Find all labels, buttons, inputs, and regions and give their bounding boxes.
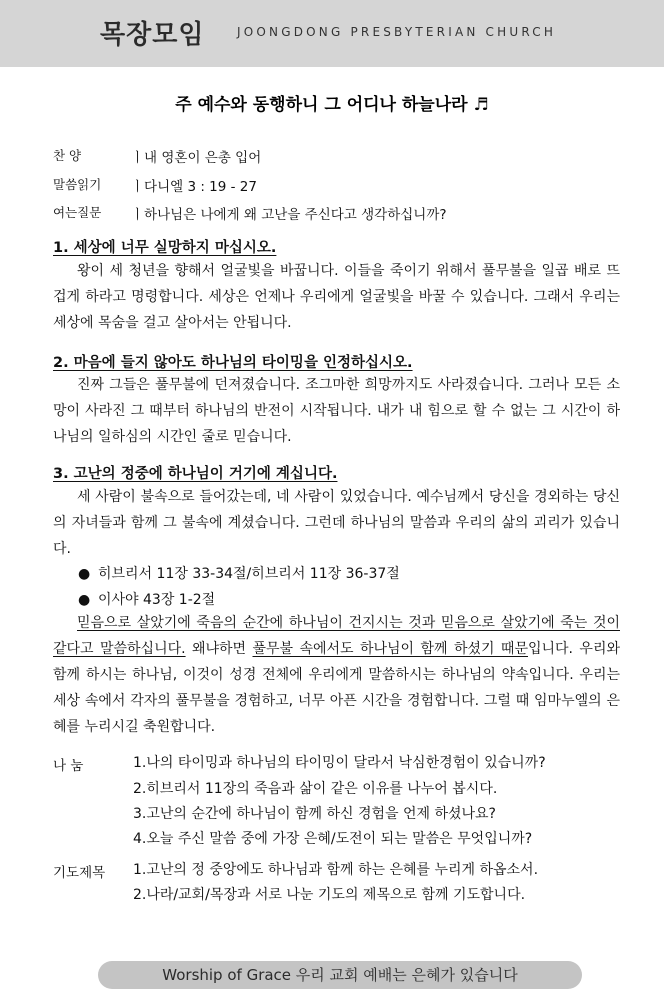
- bullet-dot-icon: ●: [78, 592, 91, 608]
- prayer-item: 1.고난의 정 중앙에도 하나님과 함께 하는 은혜를 누리게 하옵소서.: [133, 862, 539, 878]
- meta-opening-label: 여는질문: [53, 205, 102, 220]
- bullet-text: 이사야 43장 1-2절: [98, 592, 216, 608]
- bullet-item: [78, 589, 215, 609]
- meta-hymn-value: ㅣ내 영혼이 은총 입어: [131, 150, 262, 166]
- footer-banner: Worship of Grace 우리 교회 예배는 은혜가 있습니다: [98, 961, 582, 989]
- prayer-item: 2.나라/교회/목장과 서로 나눈 기도의 제목으로 함께 기도합니다.: [133, 887, 526, 903]
- section-1-heading: 1. 세상에 너무 실망하지 마십시오.: [53, 240, 277, 256]
- prayer-label: 기도제목: [53, 865, 106, 881]
- closing-underlined-2: 풀무불 속에서도 하나님이 함께 하셨기 때문: [252, 641, 528, 657]
- section-2-body: 진짜 그들은 풀무불에 던져졌습니다. 조그마한 희망까지도 사라졌습니다. 그러나 모든 소망이 사라진 그 때부터 하나님의 반전이 시작됩니다. 내가 내 힘으로 할 수 없는 그 시간이 하나님의 일하심의 시간인 줄로 믿습니다.: [53, 377, 620, 445]
- sharing-question: 1.나의 타이밍과 하나님의 타이밍이 달라서 낙심한경험이 있습니까?: [133, 755, 546, 771]
- closing-underlined-1: 믿음으로 살았기에 죽음의 순간에 하나님이 건지시는 것과 믿음으로 살았기에 죽는 것이 같다고 말씀하십니다.: [53, 615, 620, 657]
- page-title: 주 예수와 동행하니 그 어디나 하늘나라 ♬: [175, 95, 489, 115]
- header-subtitle: JOONGDONG PRESBYTERIAN CHURCH: [237, 25, 557, 39]
- sharing-question: 2.히브리서 11장의 죽음과 삶이 같은 이유를 나누어 봅시다.: [133, 781, 498, 797]
- bullet-item: [78, 563, 400, 583]
- bullet-dot-icon: ●: [78, 566, 91, 582]
- section-1-body: 왕이 세 청년을 향해서 얼굴빛을 바꿉니다. 이들을 죽이기 위해서 풀무불을 일곱 배로 뜨겁게 하라고 명령합니다. 세상은 언제나 우리에게 얼굴빛을 바꿀 수 있습니다. 그래서 우리는 세상에 목숨을 걸고 살아서는 안됩니다.: [53, 263, 620, 331]
- meta-reading-label: 말씀읽기: [53, 177, 102, 192]
- section-3-body: 세 사람이 불속으로 들어갔는데, 네 사람이 있었습니다. 예수님께서 당신을 경외하는 당신의 자녀들과 함께 그 불속에 계셨습니다. 그런데 하나님의 말씀과 우리의 삶의 괴리가 있습니다.: [53, 489, 620, 557]
- sharing-question: 3.고난의 순간에 하나님이 함께 하신 경험을 언제 하셨나요?: [133, 806, 496, 822]
- meta-opening-value: ㅣ하나님은 나에게 왜 고난을 주신다고 생각하십니까?: [131, 207, 447, 223]
- meta-hymn-label: 찬 양: [53, 148, 82, 163]
- closing-mid: 왜냐하면: [185, 641, 253, 657]
- section-3-closing: [53, 610, 620, 740]
- closing-rest: 입니다. 우리와 함께 하시는 하나님, 이것이 성경 전체에 우리에게 말씀하시는 하나님의 약속입니다. 우리는 세상 속에서 각자의 풀무불을 경험하고, 너무 아픈 시간을 경험합니다. 그럴 때 임마누엘의 은혜를 누리시길 축원합니다.: [53, 641, 620, 735]
- sharing-label: 나 눔: [53, 758, 84, 774]
- section-3-heading: 3. 고난의 정중에 하나님이 거기에 계십니다.: [53, 466, 338, 482]
- meta-reading-value: ㅣ다니엘 3 : 19 - 27: [131, 179, 257, 195]
- header-title: 목장모임: [100, 20, 205, 50]
- sharing-question: 4.오늘 주신 말씀 중에 가장 은혜/도전이 되는 말씀은 무엇입니까?: [133, 831, 533, 847]
- section-2-heading: 2. 마음에 들지 않아도 하나님의 타이밍을 인정하십시오.: [53, 355, 413, 371]
- bullet-text: 히브리서 11장 33-34절/히브리서 11장 36-37절: [98, 566, 400, 582]
- header-bar: [0, 0, 664, 67]
